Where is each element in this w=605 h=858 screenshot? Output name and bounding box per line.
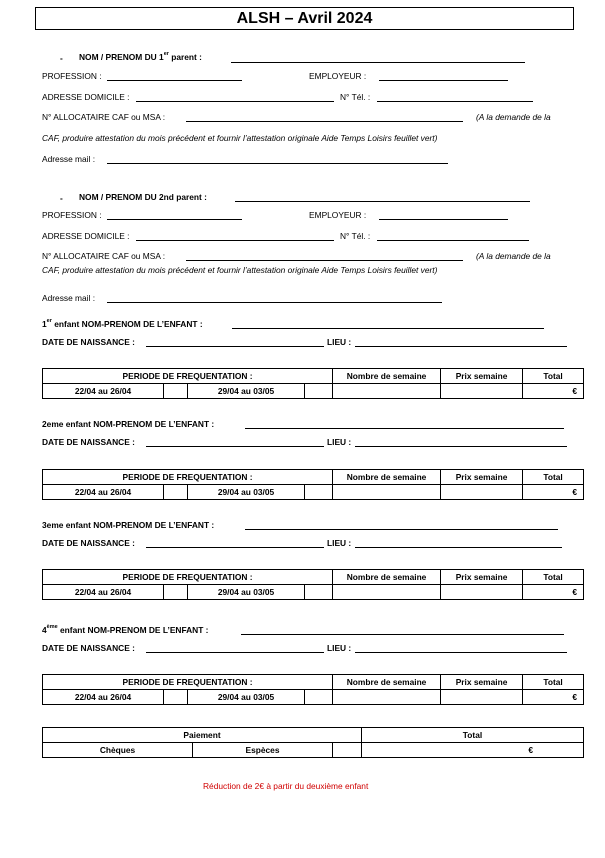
reduction-note: Réduction de 2€ à partir du deuxième enfant <box>203 781 369 791</box>
week1-cell: 22/04 au 26/04 <box>43 485 164 500</box>
parent1-allocataire-field[interactable] <box>186 121 463 122</box>
child2-lieu-field[interactable] <box>355 446 567 447</box>
parent2-profession-label: PROFESSION : <box>42 210 102 220</box>
payment-total-euro[interactable]: € <box>362 743 584 758</box>
nb-semaine-field[interactable] <box>333 485 441 500</box>
parent1-mail-field[interactable] <box>107 163 448 164</box>
prix-semaine-field[interactable] <box>441 485 523 500</box>
child1-name-field[interactable] <box>232 328 544 329</box>
parent2-note-part2: CAF, produire attestation du mois précédent et fournir l’attestation originale Aide Temps Loisirs feuillet vert) <box>42 265 438 275</box>
total-euro-field[interactable]: € <box>523 485 584 500</box>
parent1-profession-label: PROFESSION : <box>42 71 102 81</box>
nb-semaine-header: Nombre de semaine <box>333 369 441 384</box>
child1-name-label: 1er enfant NOM-PRENOM DE L’ENFANT : <box>42 318 203 329</box>
week2-checkbox[interactable] <box>305 384 333 399</box>
child2-frequency-table <box>42 469 584 500</box>
parent1-note-part2: CAF, produire attestation du mois précédent et fournir l’attestation originale Aide Temps Loisirs feuillet vert) <box>42 133 438 143</box>
payment-total-header: Total <box>362 728 584 743</box>
week2-checkbox[interactable] <box>305 690 333 705</box>
week1-checkbox[interactable] <box>164 384 188 399</box>
child4-lieu-field[interactable] <box>355 652 567 653</box>
parent1-tel-label: N° Tél. : <box>340 92 371 102</box>
child4-name-field[interactable] <box>241 634 564 635</box>
child1-lieu-field[interactable] <box>355 346 567 347</box>
parent1-mail-label: Adresse mail : <box>42 154 96 164</box>
parent1-name-field[interactable] <box>231 62 525 63</box>
parent2-name-label: NOM / PRENOM DU 2nd parent : <box>79 192 207 202</box>
nb-semaine-field[interactable] <box>333 690 441 705</box>
week2-cell: 29/04 au 03/05 <box>188 384 305 399</box>
prix-semaine-header: Prix semaine <box>441 675 523 690</box>
child1-frequency-table <box>42 368 584 399</box>
payment-blank-cell[interactable] <box>333 743 362 758</box>
parent1-allocataire-label: N° ALLOCATAIRE CAF ou MSA : <box>42 112 166 122</box>
total-header: Total <box>523 570 584 585</box>
child1-dob-label: DATE DE NAISSANCE : <box>42 337 135 347</box>
nb-semaine-header: Nombre de semaine <box>333 675 441 690</box>
parent1-dash: - <box>60 53 63 63</box>
page-title: ALSH – Avril 2024 <box>35 7 574 30</box>
week2-checkbox[interactable] <box>305 585 333 600</box>
child4-dob-field[interactable] <box>146 652 324 653</box>
parent1-adresse-label: ADRESSE DOMICILE : <box>42 92 130 102</box>
child1-lieu-label: LIEU : <box>327 337 352 347</box>
child2-name-label: 2eme enfant NOM-PRENOM DE L’ENFANT : <box>42 419 215 429</box>
parent2-mail-label: Adresse mail : <box>42 293 96 303</box>
child3-dob-field[interactable] <box>146 547 324 548</box>
week2-cell: 29/04 au 03/05 <box>188 485 305 500</box>
parent1-employeur-field[interactable] <box>379 80 508 81</box>
parent1-employeur-label: EMPLOYEUR : <box>309 71 367 81</box>
parent2-dash: - <box>60 193 63 203</box>
periode-header: PERIODE DE FREQUENTATION : <box>43 470 333 485</box>
paiement-header: Paiement <box>43 728 362 743</box>
parent1-note-part1: (A la demande de la <box>476 112 551 122</box>
nb-semaine-field[interactable] <box>333 585 441 600</box>
child3-name-label: 3eme enfant NOM-PRENOM DE L’ENFANT : <box>42 520 215 530</box>
periode-header: PERIODE DE FREQUENTATION : <box>43 675 333 690</box>
child2-lieu-label: LIEU : <box>327 437 352 447</box>
child2-name-field[interactable] <box>245 428 564 429</box>
parent1-name-label: NOM / PRENOM DU 1er parent : <box>79 51 202 62</box>
parent2-mail-field[interactable] <box>107 302 442 303</box>
total-header: Total <box>523 369 584 384</box>
week1-cell: 22/04 au 26/04 <box>43 384 164 399</box>
child2-dob-field[interactable] <box>146 446 324 447</box>
parent2-employeur-field[interactable] <box>379 219 508 220</box>
child2-dob-label: DATE DE NAISSANCE : <box>42 437 135 447</box>
nb-semaine-header: Nombre de semaine <box>333 570 441 585</box>
periode-header: PERIODE DE FREQUENTATION : <box>43 369 333 384</box>
nb-semaine-header: Nombre de semaine <box>333 470 441 485</box>
child1-dob-field[interactable] <box>146 346 324 347</box>
child3-lieu-label: LIEU : <box>327 538 352 548</box>
week1-cell: 22/04 au 26/04 <box>43 585 164 600</box>
prix-semaine-header: Prix semaine <box>441 470 523 485</box>
parent2-profession-field[interactable] <box>107 219 242 220</box>
parent1-profession-field[interactable] <box>107 80 242 81</box>
week1-checkbox[interactable] <box>164 485 188 500</box>
payment-table <box>42 727 584 758</box>
parent1-tel-field[interactable] <box>377 101 533 102</box>
week2-cell: 29/04 au 03/05 <box>188 585 305 600</box>
parent2-adresse-label: ADRESSE DOMICILE : <box>42 231 130 241</box>
prix-semaine-field[interactable] <box>441 384 523 399</box>
especes-cell[interactable]: Espèces <box>193 743 333 758</box>
child4-dob-label: DATE DE NAISSANCE : <box>42 643 135 653</box>
week2-cell: 29/04 au 03/05 <box>188 690 305 705</box>
child3-frequency-table <box>42 569 584 600</box>
parent2-allocataire-field[interactable] <box>186 260 463 261</box>
periode-header: PERIODE DE FREQUENTATION : <box>43 570 333 585</box>
parent2-note-part1: (A la demande de la <box>476 251 551 261</box>
parent2-name-field[interactable] <box>235 201 530 202</box>
total-header: Total <box>523 675 584 690</box>
nb-semaine-field[interactable] <box>333 384 441 399</box>
parent2-tel-field[interactable] <box>377 240 529 241</box>
prix-semaine-header: Prix semaine <box>441 369 523 384</box>
cheques-cell[interactable]: Chèques <box>43 743 193 758</box>
child3-dob-label: DATE DE NAISSANCE : <box>42 538 135 548</box>
total-header: Total <box>523 470 584 485</box>
parent2-tel-label: N° Tél. : <box>340 231 371 241</box>
child4-name-label: 4ème enfant NOM-PRENOM DE L’ENFANT : <box>42 624 209 635</box>
total-euro-field[interactable]: € <box>523 690 584 705</box>
prix-semaine-header: Prix semaine <box>441 570 523 585</box>
child3-name-field[interactable] <box>245 529 558 530</box>
prix-semaine-field[interactable] <box>441 690 523 705</box>
child3-lieu-field[interactable] <box>355 547 562 548</box>
child4-lieu-label: LIEU : <box>327 643 352 653</box>
parent1-adresse-field[interactable] <box>136 101 334 102</box>
week1-checkbox[interactable] <box>164 585 188 600</box>
total-euro-field[interactable]: € <box>523 384 584 399</box>
total-euro-field[interactable]: € <box>523 585 584 600</box>
week1-cell: 22/04 au 26/04 <box>43 690 164 705</box>
week1-checkbox[interactable] <box>164 690 188 705</box>
parent2-adresse-field[interactable] <box>136 240 334 241</box>
child4-frequency-table <box>42 674 584 705</box>
parent2-allocataire-label: N° ALLOCATAIRE CAF ou MSA : <box>42 251 166 261</box>
parent2-employeur-label: EMPLOYEUR : <box>309 210 367 220</box>
prix-semaine-field[interactable] <box>441 585 523 600</box>
week2-checkbox[interactable] <box>305 485 333 500</box>
